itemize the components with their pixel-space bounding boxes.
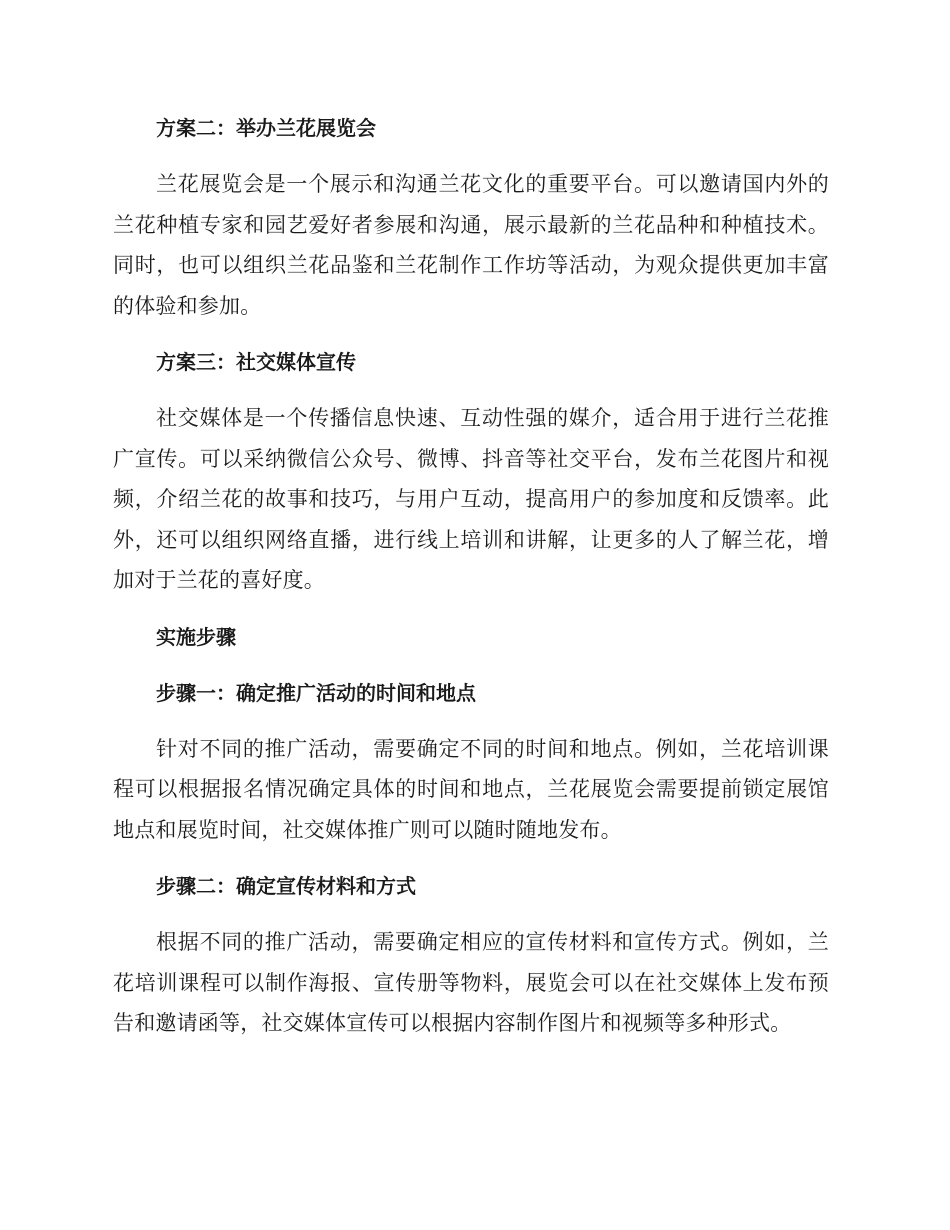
- section-paragraph-plan-two: 兰花展览会是一个展示和沟通兰花文化的重要平台。可以邀请国内外的兰花种植专家和园艺爱好者参展和沟通，展示最新的兰花品种和种植技术。同时，也可以组织兰花品鉴和兰花制作工作坊等活动，为观众提供更加丰富的体验和参加。: [113, 172, 829, 318]
- section-heading-plan-two: 方案二：举办兰花展览会: [156, 116, 376, 140]
- section-paragraph-plan-three: 社交媒体是一个传播信息快速、互动性强的媒介，适合用于进行兰花推广宣传。可以采纳微信公众号、微博、抖音等社交平台，发布兰花图片和视频，介绍兰花的故事和技巧，与用户互动，提高用户的参加度和反馈率。此外，还可以组织网络直播，进行线上培训和讲解，让更多的人了解兰花，增加对于兰花的喜好度。: [113, 406, 829, 592]
- section-heading-step-two: 步骤二：确定宣传材料和方式: [156, 874, 416, 898]
- section-heading-plan-three: 方案三：社交媒体宣传: [156, 350, 356, 374]
- section-paragraph-step-one: 针对不同的推广活动，需要确定不同的时间和地点。例如，兰花培训课程可以根据报名情况确定具体的时间和地点，兰花展览会需要提前锁定展馆地点和展览时间，社交媒体推广则可以随时随地发布。: [113, 736, 829, 842]
- document-body: [113, 108, 829, 1060]
- section-paragraph-step-two: 根据不同的推广活动，需要确定相应的宣传材料和宣传方式。例如，兰花培训课程可以制作海报、宣传册等物料，展览会可以在社交媒体上发布预告和邀请函等，社交媒体宣传可以根据内容制作图片和视频等多种形式。: [113, 930, 829, 1035]
- section-heading-implementation: 实施步骤: [156, 624, 236, 649]
- section-heading-step-one: 步骤一：确定推广活动的时间和地点: [156, 680, 476, 705]
